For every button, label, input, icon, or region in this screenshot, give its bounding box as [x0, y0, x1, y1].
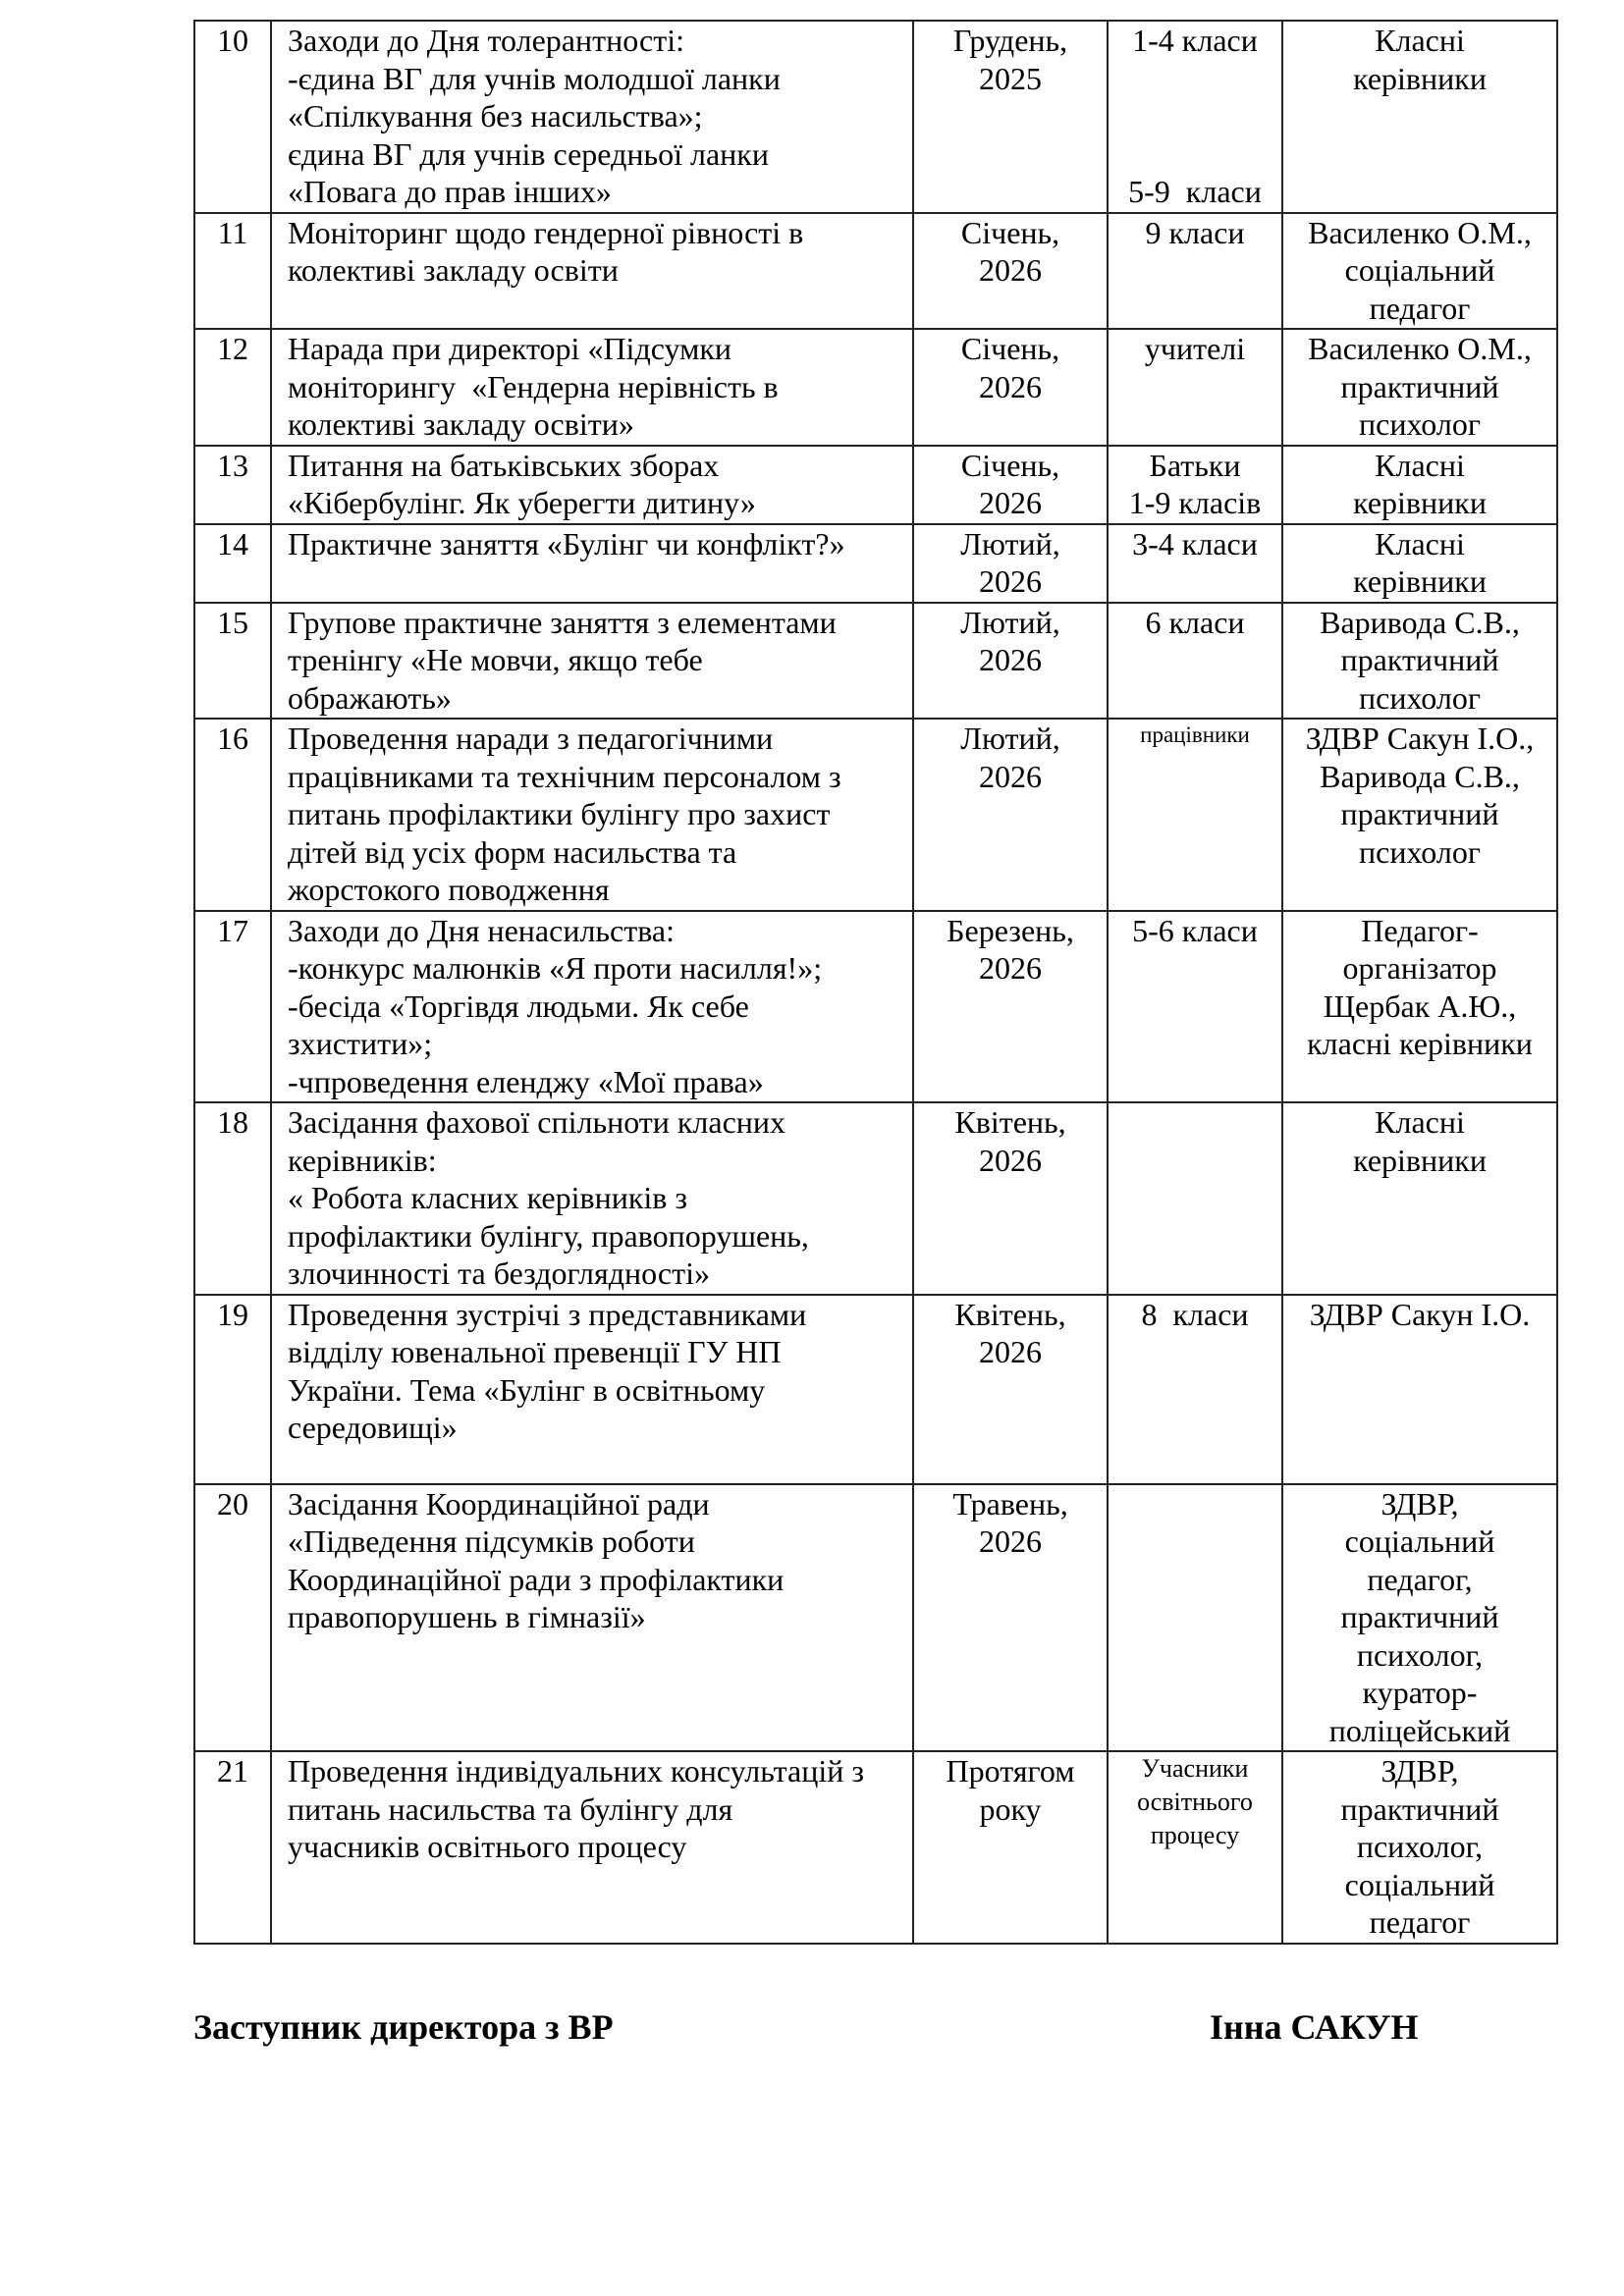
responsible-line: Варивода С.В.,	[1320, 758, 1520, 794]
responsible-line: педагог	[1369, 290, 1471, 326]
responsible-line: поліцейський	[1328, 1712, 1511, 1748]
table-row	[194, 329, 1557, 446]
signatory-position: Заступник директора з ВР	[193, 2007, 614, 2047]
row-number: 14	[194, 524, 271, 603]
event-line: Практичне заняття «Булінг чи конфлікт?»	[288, 525, 845, 561]
row-number: 12	[194, 329, 271, 446]
event-line: -чпроведення еленджу «Мої права»	[288, 1063, 764, 1099]
table-row	[194, 1484, 1557, 1752]
date-cell	[913, 1102, 1108, 1295]
responsible-cell	[1282, 1102, 1557, 1295]
responsible-line: ЗДВР,	[1380, 1485, 1459, 1522]
event-line: колективі закладу освіти	[288, 252, 619, 288]
event-cell	[271, 1295, 913, 1484]
participants-line: 8 класи	[1141, 1296, 1249, 1332]
event-line: Координаційної ради з профілактики	[288, 1561, 785, 1597]
participants-cell	[1108, 911, 1282, 1103]
date-cell	[913, 21, 1108, 213]
responsible-line: Варивода С.В.,	[1320, 604, 1520, 640]
event-line: Групове практичне заняття з елементами	[288, 604, 837, 640]
row-number: 15	[194, 603, 271, 720]
responsible-cell	[1282, 1484, 1557, 1752]
responsible-line: практичний	[1340, 1790, 1499, 1827]
event-cell	[271, 213, 913, 330]
responsible-line: Василенко О.М.,	[1308, 331, 1532, 366]
event-line: Проведення індивідуальних консультацій з	[288, 1753, 864, 1789]
table-row	[194, 524, 1557, 603]
date-line: 2026	[979, 758, 1042, 794]
responsible-line: психолог	[1359, 833, 1481, 870]
event-cell	[271, 446, 913, 524]
responsible-cell	[1282, 329, 1557, 446]
responsible-line: психолог,	[1356, 1636, 1484, 1673]
event-line: жорстокого поводження	[288, 872, 610, 907]
participants-line: працівники	[1140, 722, 1250, 747]
participants-line: 5-9 класи	[1128, 173, 1262, 209]
event-line: «Підведення підсумків роботи	[288, 1523, 695, 1559]
event-line: -єдина ВГ для учнів молодшої ланки	[288, 60, 781, 96]
table-row	[194, 1102, 1557, 1295]
responsible-cell	[1282, 446, 1557, 524]
participants-line: 5-6 класи	[1132, 912, 1258, 948]
responsible-line: Василенко О.М.,	[1308, 214, 1532, 250]
date-line: 2026	[979, 368, 1042, 404]
activities-table	[193, 20, 1558, 1945]
event-line: Проведення наради з педагогічними	[288, 721, 774, 756]
event-line: профілактики булінгу, правопорушень,	[288, 1217, 809, 1254]
responsible-line: ЗДВР Сакун І.О.	[1309, 1296, 1531, 1332]
event-cell	[271, 1751, 913, 1944]
responsible-line: ЗДВР Сакун І.О.,	[1305, 721, 1535, 756]
responsible-line: педагог	[1369, 1904, 1471, 1940]
date-line: Протягом	[946, 1753, 1075, 1789]
responsible-line: Класні	[1375, 23, 1465, 58]
participants-line: освітнього	[1137, 1788, 1253, 1816]
event-cell	[271, 21, 913, 213]
responsible-cell	[1282, 719, 1557, 911]
row-number: 20	[194, 1484, 271, 1752]
participants-cell	[1108, 329, 1282, 446]
participants-cell	[1108, 719, 1282, 911]
participants-cell	[1108, 213, 1282, 330]
responsible-cell	[1282, 1295, 1557, 1484]
participants-line: 6 класи	[1145, 604, 1245, 640]
date-line: Лютий,	[960, 525, 1060, 561]
date-line: Січень,	[960, 447, 1060, 483]
row-number: 13	[194, 446, 271, 524]
responsible-line: Класні	[1375, 525, 1465, 561]
event-cell	[271, 1102, 913, 1295]
date-cell	[913, 446, 1108, 524]
participants-line: процесу	[1150, 1821, 1240, 1849]
event-cell	[271, 524, 913, 603]
participants-cell	[1108, 603, 1282, 720]
date-line: 2026	[979, 563, 1042, 599]
date-line: Квітень,	[954, 1296, 1066, 1332]
event-line: середовищі»	[288, 1410, 458, 1445]
table-row	[194, 719, 1557, 911]
date-line: 2026	[979, 642, 1042, 677]
responsible-cell	[1282, 213, 1557, 330]
event-line: правопорушень в гімназії»	[288, 1599, 646, 1634]
responsible-line: практичний	[1340, 1599, 1499, 1634]
event-line: дітей від усіх форм насильства та	[288, 833, 737, 870]
responsible-cell	[1282, 524, 1557, 603]
responsible-cell	[1282, 911, 1557, 1103]
date-line: Травень,	[952, 1485, 1068, 1522]
event-line: ображають»	[288, 679, 452, 716]
event-line: моніторингу «Гендерна нерівність в	[288, 368, 779, 404]
participants-line: 3-4 класи	[1132, 525, 1258, 561]
date-cell	[913, 1295, 1108, 1484]
date-line: 2026	[979, 1142, 1042, 1178]
date-line: 2026	[979, 950, 1042, 986]
date-line: Січень,	[960, 331, 1060, 366]
spacer	[1114, 60, 1275, 173]
responsible-line: педагог,	[1367, 1561, 1473, 1597]
event-line: Заходи до Дня ненасильства:	[288, 912, 675, 948]
event-line: Нарада при директорі «Підсумки	[288, 331, 731, 366]
date-cell	[913, 213, 1108, 330]
table-row	[194, 603, 1557, 720]
event-line: Питання на батьківських зборах	[288, 447, 720, 483]
responsible-line: соціальний	[1344, 252, 1495, 288]
event-line: Заходи до Дня толерантності:	[288, 23, 684, 58]
responsible-line: Класні	[1375, 1104, 1465, 1140]
row-number: 11	[194, 213, 271, 330]
row-number: 21	[194, 1751, 271, 1944]
row-number: 10	[194, 21, 271, 213]
responsible-line: практичний	[1340, 642, 1499, 677]
table-row	[194, 1295, 1557, 1484]
responsible-cell	[1282, 603, 1557, 720]
participants-cell	[1108, 21, 1282, 213]
participants-line: Батьки	[1149, 447, 1241, 483]
event-line: відділу ювенальної превенції ГУ НП	[288, 1334, 782, 1369]
responsible-cell	[1282, 21, 1557, 213]
responsible-cell	[1282, 1751, 1557, 1944]
table-row	[194, 21, 1557, 213]
responsible-line: психолог	[1359, 679, 1481, 716]
responsible-line: практичний	[1340, 796, 1499, 831]
responsible-line: Педагог-	[1361, 912, 1479, 948]
date-cell	[913, 1751, 1108, 1944]
table-row	[194, 911, 1557, 1103]
responsible-line: ЗДВР,	[1380, 1753, 1459, 1789]
event-line: працівниками та технічним персоналом з	[288, 758, 841, 794]
responsible-line: керівники	[1353, 60, 1487, 96]
participants-line: 9 класи	[1145, 214, 1245, 250]
date-line: 2025	[979, 60, 1042, 96]
date-line: Січень,	[960, 214, 1060, 250]
event-cell	[271, 329, 913, 446]
event-line: «Кібербулінг. Як уберегти дитину»	[288, 485, 756, 520]
event-line: України. Тема «Булінг в освітньому	[288, 1371, 766, 1408]
event-line: -конкурс малюнків «Я проти насилля!»;	[288, 950, 823, 986]
date-line: 2026	[979, 1523, 1042, 1559]
responsible-line: класні керівники	[1307, 1026, 1533, 1061]
responsible-line: організатор	[1342, 950, 1497, 986]
responsible-line: психолог,	[1356, 1829, 1484, 1864]
participants-line: учителі	[1144, 331, 1246, 366]
event-line: колективі закладу освіти»	[288, 406, 634, 442]
participants-line: 1-4 класи	[1132, 23, 1258, 58]
responsible-line: соціальний	[1344, 1523, 1495, 1559]
event-line: злочинності та бездоглядності»	[288, 1255, 710, 1291]
participants-line: 1-9 класів	[1128, 485, 1262, 520]
participants-cell	[1108, 1102, 1282, 1295]
date-cell	[913, 719, 1108, 911]
date-cell	[913, 524, 1108, 603]
date-cell	[913, 1484, 1108, 1752]
event-line: Моніторинг щодо гендерної рівності в	[288, 214, 804, 250]
event-line: Проведення зустрічі з представниками	[288, 1296, 807, 1332]
table-row	[194, 1751, 1557, 1944]
date-cell	[913, 329, 1108, 446]
responsible-line: психолог	[1359, 406, 1481, 442]
responsible-line: соціальний	[1344, 1866, 1495, 1902]
event-line: питань насильства та булінгу для	[288, 1790, 733, 1827]
event-line: Засідання фахової спільноти класних	[288, 1104, 786, 1140]
responsible-line: практичний	[1340, 368, 1499, 404]
date-cell	[913, 911, 1108, 1103]
responsible-line: куратор-	[1362, 1675, 1478, 1710]
table-row	[194, 446, 1557, 524]
responsible-line: керівники	[1353, 485, 1487, 520]
participants-cell	[1108, 1295, 1282, 1484]
row-number: 17	[194, 911, 271, 1103]
date-line: 2026	[979, 1334, 1042, 1369]
signatory-name: Інна САКУН	[1210, 2007, 1419, 2047]
event-line: єдина ВГ для учнів середньої ланки	[288, 135, 769, 172]
table-row	[194, 213, 1557, 330]
date-line: Квітень,	[954, 1104, 1066, 1140]
responsible-line: Класні	[1375, 447, 1465, 483]
responsible-line: керівники	[1353, 1142, 1487, 1178]
event-cell	[271, 603, 913, 720]
event-line: зхистити»;	[288, 1026, 433, 1061]
row-number: 19	[194, 1295, 271, 1484]
date-line: Лютий,	[960, 604, 1060, 640]
participants-cell	[1108, 1751, 1282, 1944]
row-number: 16	[194, 719, 271, 911]
event-cell	[271, 911, 913, 1103]
responsible-line: керівники	[1353, 563, 1487, 599]
event-line: -бесіда «Торгівдя людьми. Як себе	[288, 988, 749, 1024]
event-line: учасників освітнього процесу	[288, 1829, 687, 1864]
event-line: « Робота класних керівників з	[288, 1180, 687, 1215]
participants-cell	[1108, 524, 1282, 603]
row-number: 18	[194, 1102, 271, 1295]
date-line: 2026	[979, 252, 1042, 288]
participants-line: Учасники	[1141, 1754, 1249, 1783]
event-line: тренінгу «Не мовчи, якщо тебе	[288, 642, 703, 677]
responsible-line: Щербак А.Ю.,	[1323, 988, 1517, 1024]
event-cell	[271, 1484, 913, 1752]
participants-cell	[1108, 446, 1282, 524]
date-cell	[913, 603, 1108, 720]
event-line: «Спілкування без насильства»;	[288, 98, 703, 133]
date-line: року	[979, 1790, 1042, 1827]
participants-cell	[1108, 1484, 1282, 1752]
date-line: 2026	[979, 485, 1042, 520]
event-line: «Повага до прав інших»	[288, 174, 612, 209]
event-line: Засідання Координаційної ради	[288, 1485, 710, 1522]
event-line: питань профілактики булінгу про захист	[288, 796, 831, 831]
date-line: Лютий,	[960, 721, 1060, 756]
event-cell	[271, 719, 913, 911]
date-line: Березень,	[947, 912, 1074, 948]
date-line: Грудень,	[952, 23, 1068, 58]
event-line: керівників:	[288, 1142, 437, 1178]
